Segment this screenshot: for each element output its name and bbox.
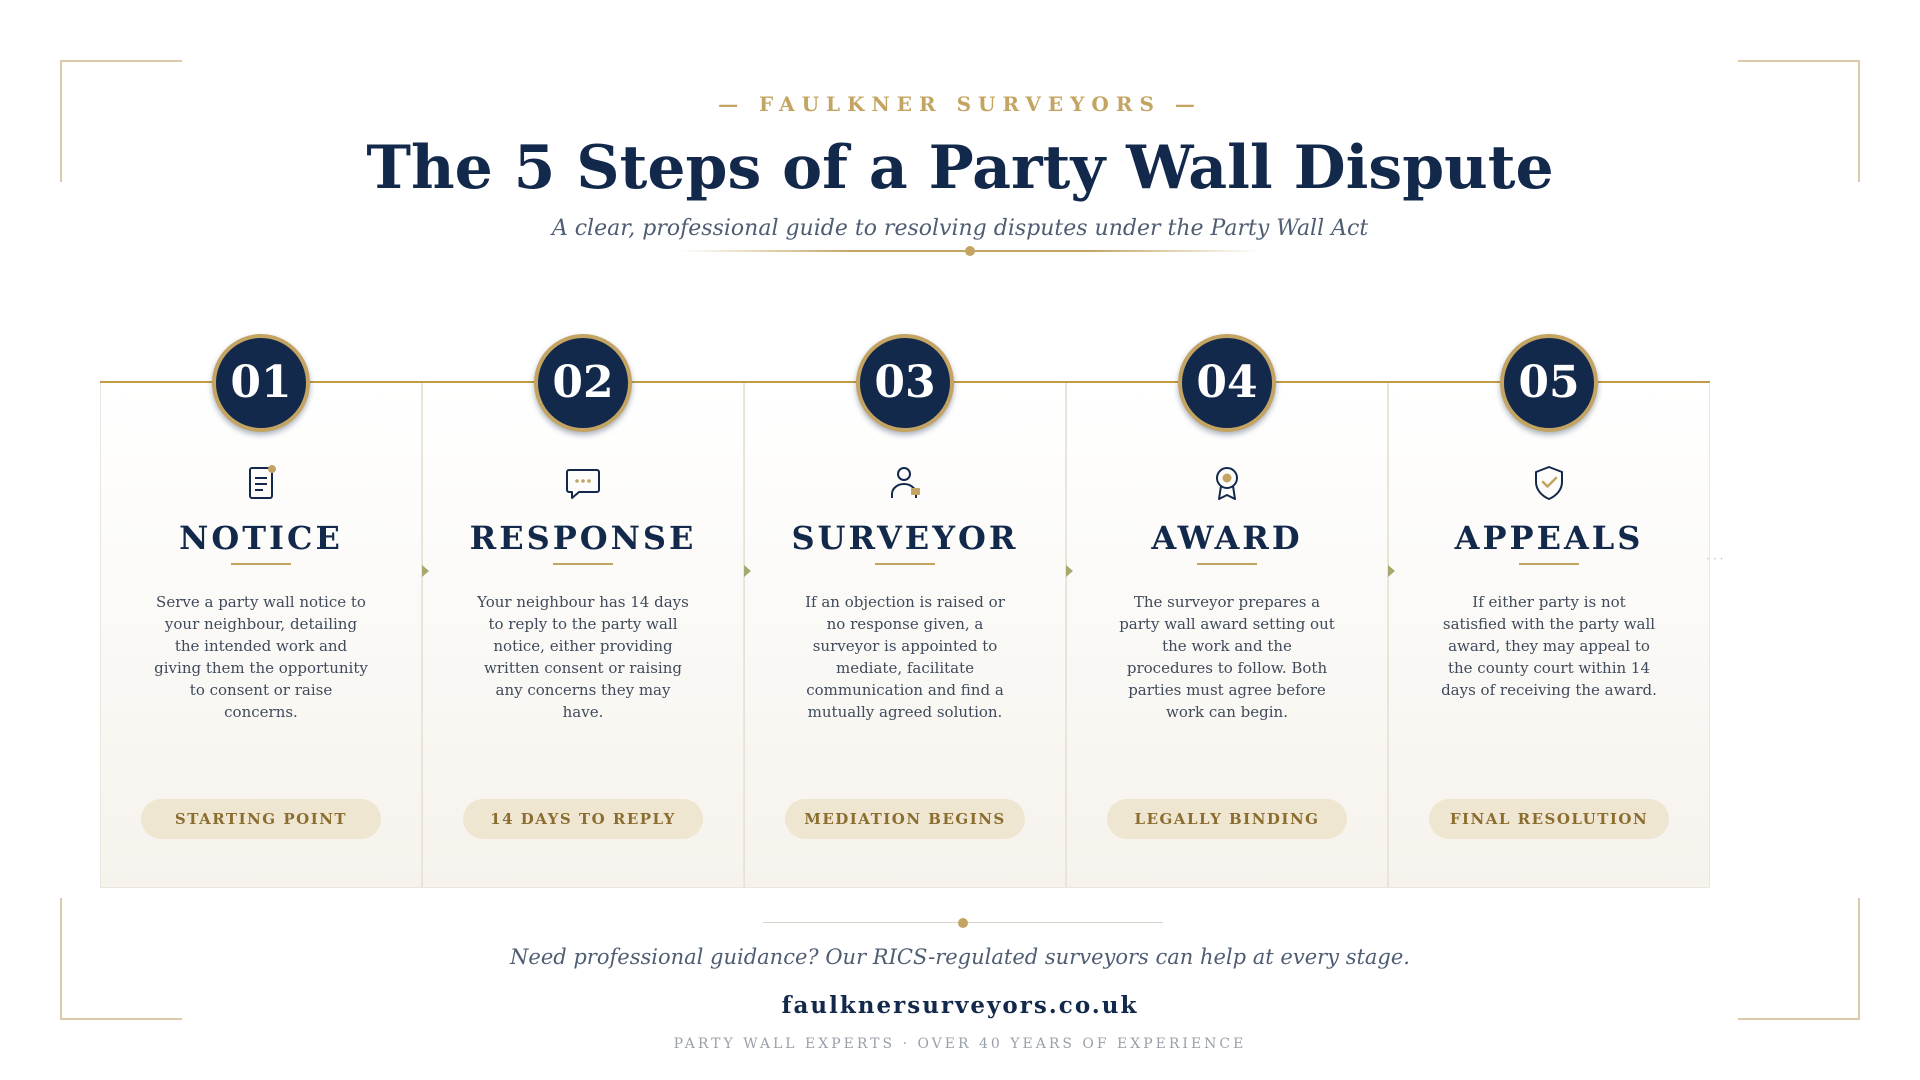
step-card-award — [1066, 357, 1388, 888]
page-title: The 5 Steps of a Party Wall Dispute — [366, 133, 1554, 203]
step-title-underline — [1519, 563, 1579, 565]
speech-bubble-icon — [563, 463, 603, 503]
page-header — [0, 90, 1920, 244]
step-card-response — [422, 357, 744, 888]
page-subtitle: A clear, professional guide to resolving disputes under the Party Wall Act — [551, 216, 1369, 241]
step-number: 01 — [212, 334, 310, 432]
step-number: 02 — [534, 334, 632, 432]
divider-dot — [958, 918, 968, 928]
footer-tagline: PARTY WALL EXPERTS · OVER 40 YEARS OF EXPERIENCE — [673, 1036, 1247, 1052]
award-ribbon-icon — [1207, 463, 1247, 503]
step-badge: MEDIATION BEGINS — [785, 799, 1025, 839]
step-title-underline — [231, 563, 291, 565]
step-arrow-icon — [744, 565, 751, 577]
shield-check-icon — [1529, 463, 1569, 503]
divider-dot — [965, 246, 975, 256]
step-card-appeals — [1388, 357, 1710, 888]
step-description: Serve a party wall notice to your neighbour, detailing the intended work and giving them the opportunity to consent or raise concerns. — [154, 593, 368, 721]
step-description: If an objection is raised or no response given, a surveyor is appointed to mediate, facilitate communication and find a mutually agreed solution. — [805, 593, 1005, 721]
step-arrow-icon — [1066, 565, 1073, 577]
step-title-underline — [875, 563, 935, 565]
step-number: 04 — [1178, 334, 1276, 432]
header-divider — [680, 250, 1260, 252]
step-title: APPEALS — [1454, 519, 1644, 557]
step-title: SURVEYOR — [791, 519, 1019, 557]
trailing-dots: ··· — [1706, 552, 1727, 566]
step-title-underline — [1197, 563, 1257, 565]
step-badge: LEGALLY BINDING — [1107, 799, 1347, 839]
step-badge: 14 DAYS TO REPLY — [463, 799, 703, 839]
surveyor-person-icon — [885, 463, 925, 503]
step-card-surveyor — [744, 357, 1066, 888]
step-arrow-icon — [422, 565, 429, 577]
step-title-underline — [553, 563, 613, 565]
footer-note: Need professional guidance? Our RICS-regulated surveyors can help at every stage. — [510, 945, 1410, 969]
step-badge: FINAL RESOLUTION — [1429, 799, 1669, 839]
step-description: The surveyor prepares a party wall award setting out the work and the procedures to follow. Both parties must agree before work can begin. — [1119, 593, 1335, 721]
step-title: RESPONSE — [469, 519, 697, 557]
footer-divider — [763, 922, 1163, 923]
document-icon — [241, 463, 281, 503]
step-description: If either party is not satisfied with the party wall award, they may appeal to the county court within 14 days of receiving the award. — [1441, 593, 1657, 699]
website-link[interactable]: faulknersurveyors.co.uk — [781, 992, 1139, 1019]
step-title: NOTICE — [179, 519, 343, 557]
step-card-notice — [100, 357, 422, 888]
step-number: 03 — [856, 334, 954, 432]
step-arrow-icon — [1388, 565, 1395, 577]
step-number: 05 — [1500, 334, 1598, 432]
steps-row — [100, 357, 1710, 888]
step-title: AWARD — [1151, 519, 1303, 557]
step-description: Your neighbour has 14 days to reply to the party wall notice, either providing written consent or raising any concerns they may have. — [477, 593, 689, 721]
step-badge: STARTING POINT — [141, 799, 381, 839]
brand-name: — FAULKNER SURVEYORS — — [718, 92, 1202, 116]
